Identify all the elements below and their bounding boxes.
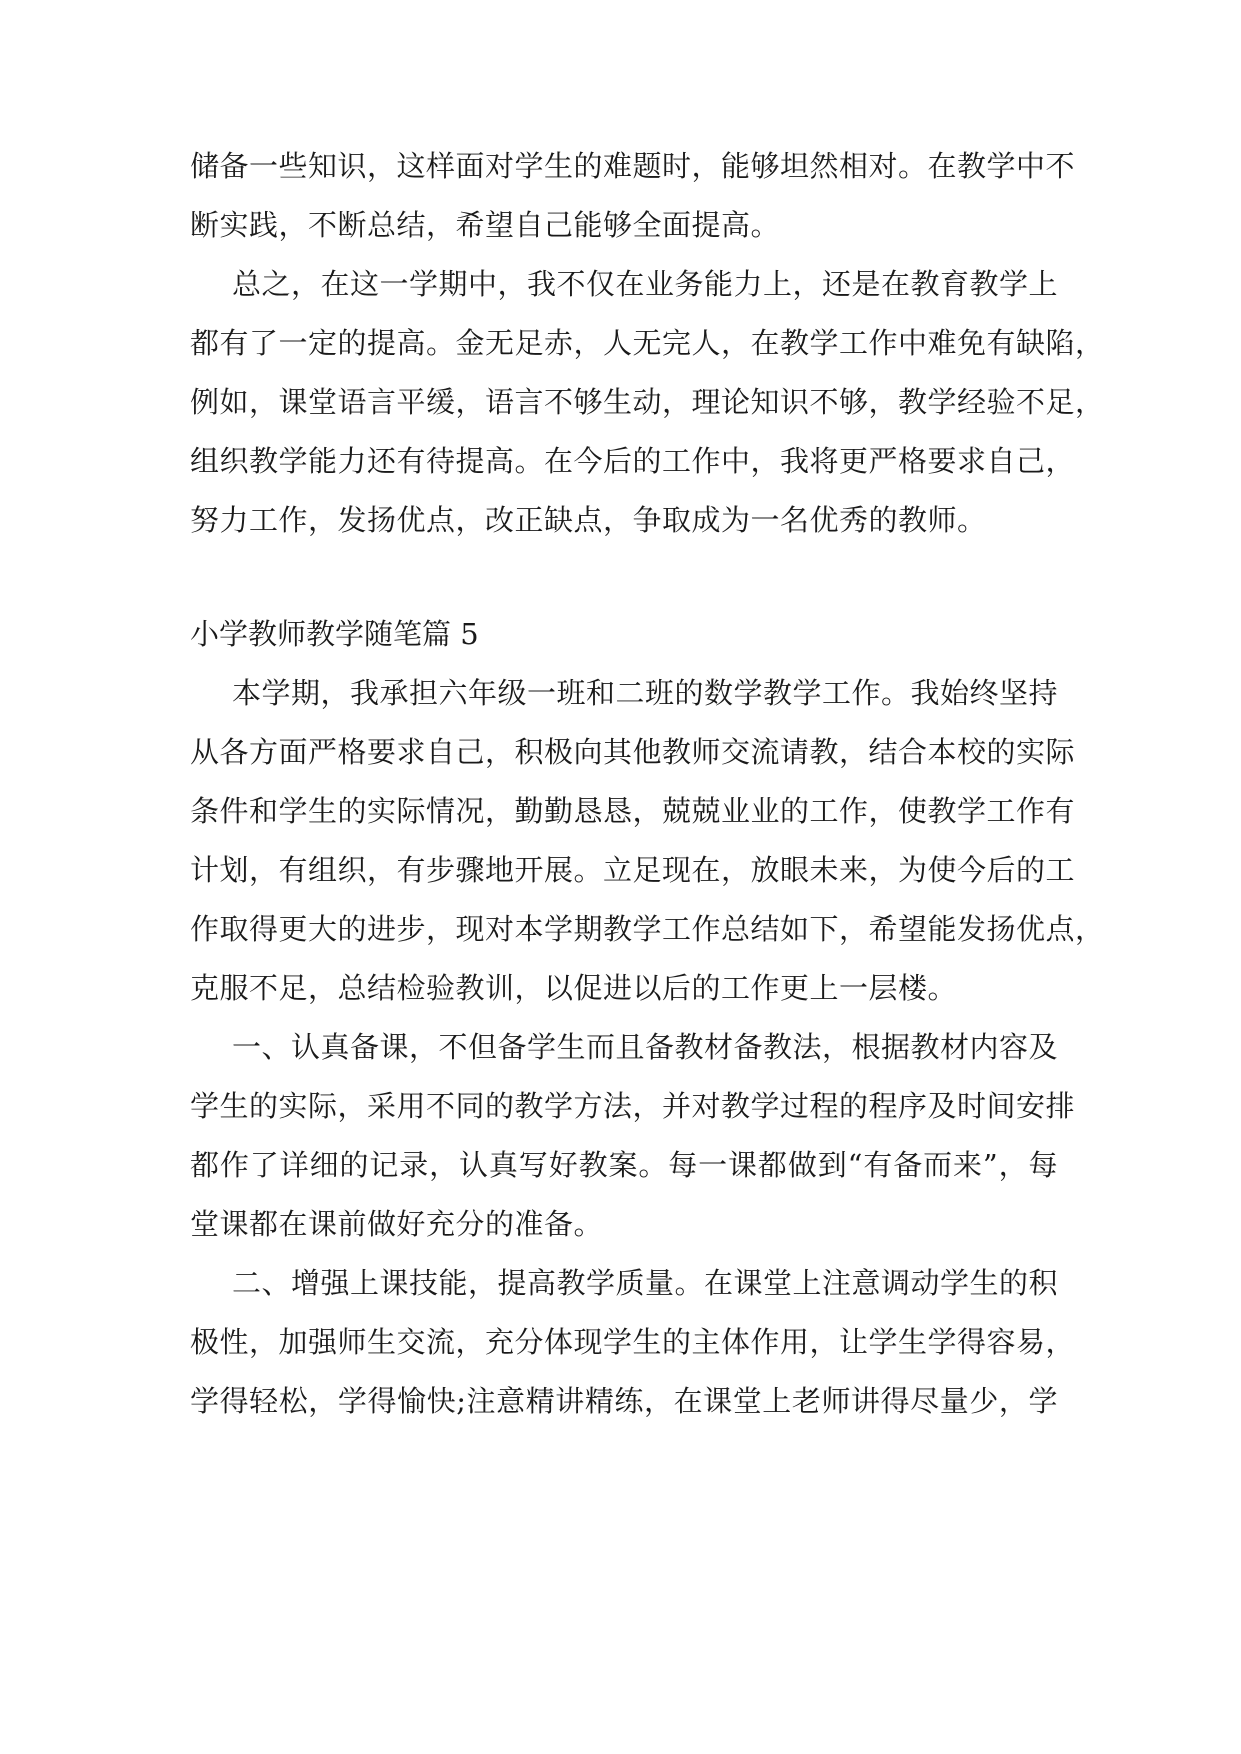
paragraph-line: 努力工作，发扬优点，改正缺点，争取成为一名优秀的教师。 bbox=[190, 503, 987, 537]
paragraph-line: 例如，课堂语言平缓，语言不够生动，理论知识不够，教学经验不足， bbox=[190, 385, 1105, 419]
paragraph-line: 学生的实际，采用不同的教学方法，并对教学过程的程序及时间安排 bbox=[190, 1089, 1076, 1123]
paragraph-line: 作取得更大的进步，现对本学期教学工作总结如下，希望能发扬优点， bbox=[190, 912, 1105, 946]
paragraph-line: 克服不足，总结检验教训，以促进以后的工作更上一层楼。 bbox=[190, 971, 958, 1005]
paragraph-line: 一、认真备课，不但备学生而且备教材备教法，根据教材内容及 bbox=[232, 1030, 1059, 1064]
paragraph-line: 组织教学能力还有待提高。在今后的工作中，我将更严格要求自己， bbox=[190, 444, 1076, 478]
paragraph-line: 从各方面严格要求自己，积极向其他教师交流请教，结合本校的实际 bbox=[190, 735, 1076, 769]
section-title: 小学教师教学随笔篇 5 bbox=[190, 617, 479, 651]
paragraph-line: 都有了一定的提高。金无足赤，人无完人，在教学工作中难免有缺陷， bbox=[190, 326, 1105, 360]
paragraph-line: 都作了详细的记录，认真写好教案。每一课都做到“有备而来”，每 bbox=[190, 1148, 1058, 1182]
paragraph-line: 学得轻松，学得愉快;注意精讲精练，在课堂上老师讲得尽量少，学 bbox=[190, 1384, 1058, 1418]
paragraph-line: 总之，在这一学期中，我不仅在业务能力上，还是在教育教学上 bbox=[232, 267, 1059, 301]
paragraph-line: 本学期，我承担六年级一班和二班的数学教学工作。我始终坚持 bbox=[232, 676, 1059, 710]
paragraph-line: 极性，加强师生交流，充分体现学生的主体作用，让学生学得容易， bbox=[190, 1325, 1076, 1359]
paragraph-line: 储备一些知识，这样面对学生的难题时，能够坦然相对。在教学中不 bbox=[190, 149, 1076, 183]
paragraph-line: 条件和学生的实际情况，勤勤恳恳，兢兢业业的工作，使教学工作有 bbox=[190, 794, 1076, 828]
paragraph-line: 断实践，不断总结，希望自己能够全面提高。 bbox=[190, 208, 781, 242]
paragraph-line: 计划，有组织，有步骤地开展。立足现在，放眼未来，为使今后的工 bbox=[190, 853, 1076, 887]
paragraph-line: 堂课都在课前做好充分的准备。 bbox=[190, 1207, 604, 1241]
paragraph-line: 二、增强上课技能，提高教学质量。在课堂上注意调动学生的积 bbox=[232, 1266, 1059, 1300]
